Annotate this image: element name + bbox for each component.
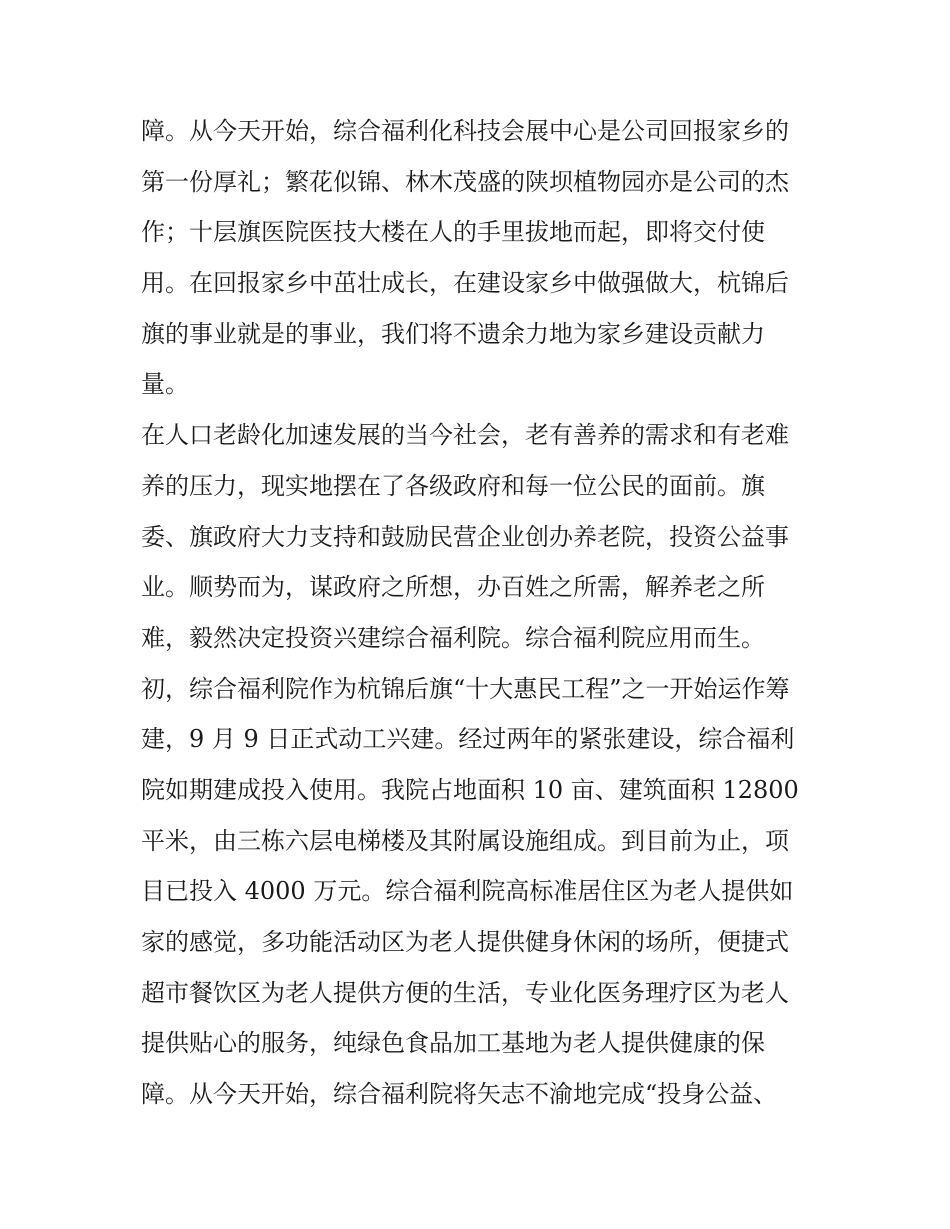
text-line: 平米，由三栋六层电梯楼及其附属设施组成。到目前为止，项 [141, 826, 789, 855]
text-line: 量。 [141, 370, 189, 399]
text-line: 作；十层旗医院医技大楼在人的手里拔地而起，即将交付使 [141, 218, 765, 247]
text-line: 养的压力，现实地摆在了各级政府和每一位公民的面前。旗 [141, 471, 765, 500]
text-line: 初，综合福利院作为杭锦后旗“十大惠民工程”之一开始运作筹 [141, 674, 790, 703]
text-line: 家的感觉，多功能活动区为老人提供健身休闲的场所，便捷式 [141, 928, 789, 956]
text-line: 障。从今天开始，综合福利院将矢志不渝地完成“投身公益、 [141, 1080, 778, 1109]
text-line: 旗的事业就是的事业，我们将不遗余力地为家乡建设贡献力 [141, 319, 765, 348]
text-line: 难，毅然决定投资兴建综合福利院。综合福利院应用而生。 [141, 623, 765, 652]
text-line: 委、旗政府大力支持和鼓励民营企业创办养老院，投资公益事 [141, 522, 789, 551]
text-line: 院如期建成投入使用。我院占地面积 10 亩、建筑面积 12800 [141, 775, 799, 804]
text-line: 在人口老龄化加速发展的当今社会，老有善养的需求和有老难 [141, 421, 789, 450]
text-line: 超市餐饮区为老人提供方便的生活，专业化医务理疗区为老人 [141, 978, 789, 1007]
text-line: 第一份厚礼；繁花似锦、林木茂盛的陕坝植物园亦是公司的杰 [141, 167, 789, 196]
text-line: 用。在回报家乡中茁壮成长，在建设家乡中做强做大，杭锦后 [141, 269, 789, 298]
body-text [141, 106, 821, 1120]
text-line: 建，9 月 9 日正式动工兴建。经过两年的紧张建设，综合福利 [141, 725, 795, 754]
text-line: 业。顺势而为，谋政府之所想，办百姓之所需，解养老之所 [141, 573, 765, 602]
text-line: 提供贴心的服务，纯绿色食品加工基地为老人提供健康的保 [141, 1029, 765, 1058]
text-line: 目已投入 4000 万元。综合福利院高标准居住区为老人提供如 [141, 877, 794, 906]
text-line: 障。从今天开始，综合福利化科技会展中心是公司回报家乡的 [141, 117, 789, 145]
